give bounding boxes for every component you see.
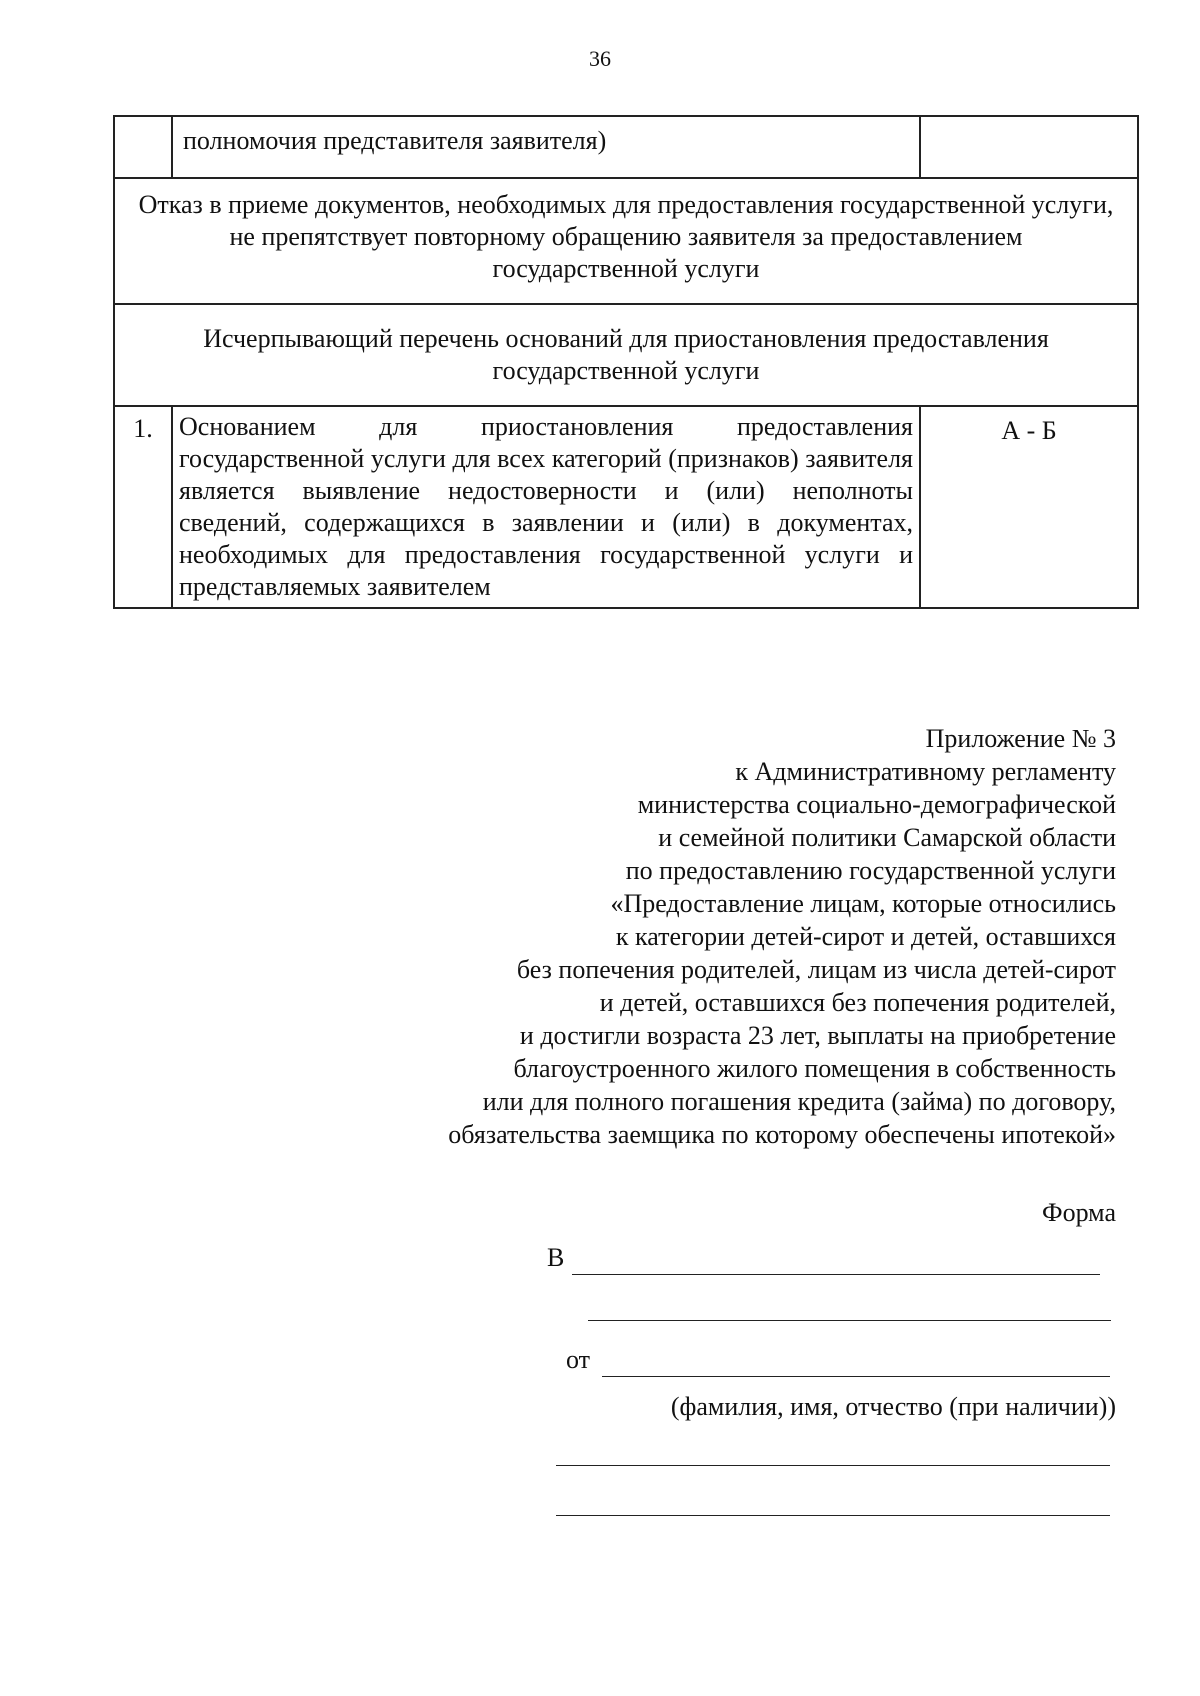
appendix-line: и детей, оставшихся без попечения родителей, bbox=[599, 988, 1116, 1017]
appendix-line: и семейной политики Самарской области bbox=[658, 823, 1116, 852]
appendix-line: и достигли возраста 23 лет, выплаты на приобретение bbox=[519, 1021, 1116, 1050]
services-table bbox=[113, 115, 1139, 609]
suspension-heading: Исчерпывающий перечень оснований для приостановления предоставления государственной услуги bbox=[114, 304, 1138, 406]
appendix-line: к Административному регламенту bbox=[735, 757, 1116, 786]
name-hint: (фамилия, имя, отчество (при наличии)) bbox=[670, 1392, 1116, 1421]
table-row bbox=[114, 304, 1138, 406]
from-extra-line-2[interactable] bbox=[556, 1515, 1110, 1516]
row-reference-cell bbox=[920, 116, 1138, 178]
form-label: Форма bbox=[1042, 1198, 1116, 1227]
from-extra-line-1[interactable] bbox=[556, 1465, 1110, 1466]
row-number-cell bbox=[114, 116, 172, 178]
from-field-line[interactable] bbox=[602, 1376, 1110, 1377]
row-text-cell: полномочия представителя заявителя) bbox=[172, 116, 920, 178]
appendix-line: Приложение № 3 bbox=[925, 724, 1116, 753]
refusal-note: Отказ в приеме документов, необходимых для предоставления государственной услуги, не препятствует повторному обращению заявителя за предоставлением государственной услуги bbox=[114, 178, 1138, 304]
table-row bbox=[114, 406, 1138, 608]
to-prefix: В bbox=[547, 1243, 565, 1272]
to-field-line-1[interactable] bbox=[572, 1274, 1100, 1275]
appendix-header bbox=[448, 722, 1116, 1151]
appendix-line: благоустроенного жилого помещения в собственность bbox=[513, 1054, 1116, 1083]
page-number: 36 bbox=[589, 46, 611, 71]
appendix-line: или для полного погашения кредита (займа) по договору, bbox=[482, 1087, 1116, 1116]
row-number-cell: 1. bbox=[114, 406, 172, 608]
appendix-line: министерства социально-демографической bbox=[637, 790, 1116, 819]
row-text-cell: Основанием для приостановления предоставления государственной услуги для всех категорий (признаков) заявителя является выявление недостоверности и (или) неполноты сведений, содержащихся в заявлении и (или) в документах, необходимых для предоставления государственной услуги и представляемых заявителем bbox=[172, 406, 920, 608]
appendix-line: «Предоставление лицам, которые относились bbox=[610, 889, 1116, 918]
appendix-line: без попечения родителей, лицам из числа детей-сирот bbox=[516, 955, 1116, 984]
table-row bbox=[114, 178, 1138, 304]
from-prefix: от bbox=[566, 1345, 591, 1374]
table-row bbox=[114, 116, 1138, 178]
to-field-line-2[interactable] bbox=[588, 1320, 1111, 1321]
appendix-line: обязательства заемщика по которому обеспечены ипотекой» bbox=[448, 1120, 1116, 1149]
appendix-line: по предоставлению государственной услуги bbox=[625, 856, 1116, 885]
appendix-line: к категории детей-сирот и детей, оставшихся bbox=[615, 922, 1116, 951]
row-reference-cell: А - Б bbox=[920, 406, 1138, 608]
